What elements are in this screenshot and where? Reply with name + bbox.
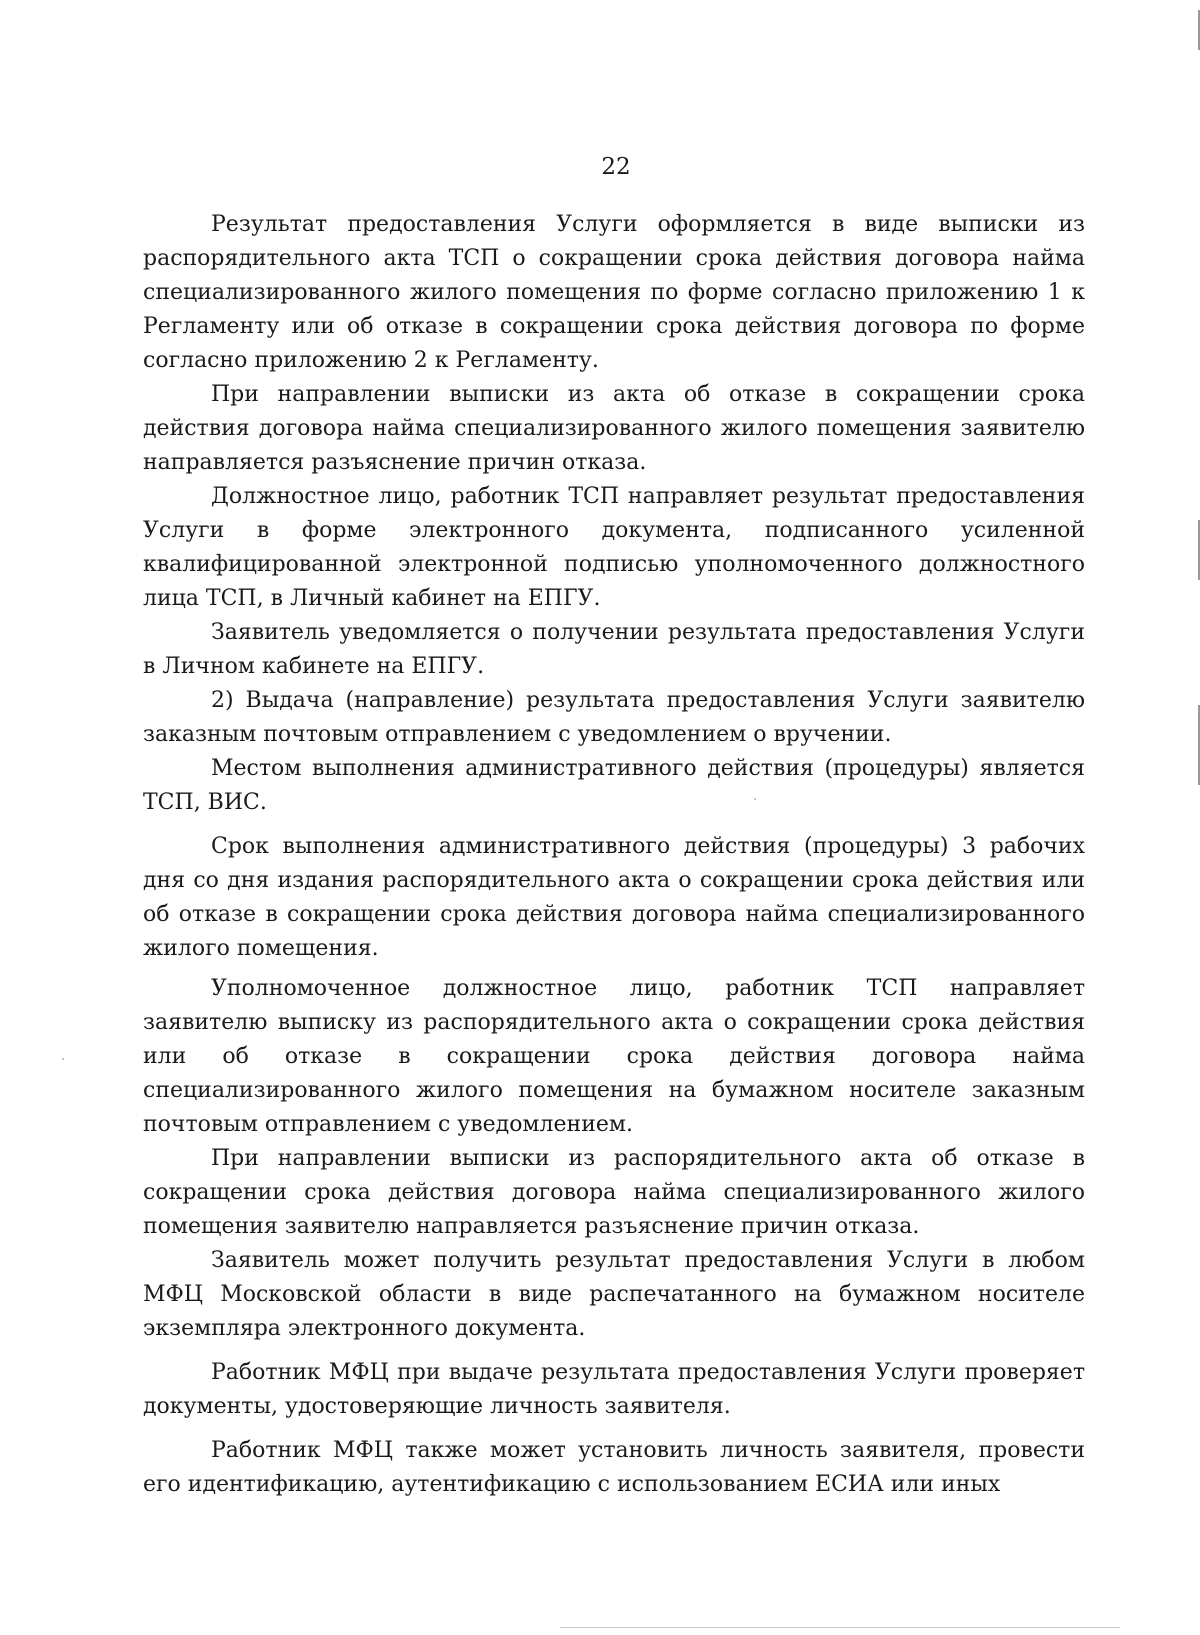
scan-speck bbox=[62, 1058, 64, 1060]
paragraph-refusal-explanation: При направлении выписки из акта об отказе в сокращении срока действия договора найма специализированного жилого помещения заявителю направляется разъяснение причин отказа. bbox=[143, 382, 1085, 475]
paragraph-applicant-notified: Заявитель уведомляется о получении результата предоставления Услуги в Личном кабинете на ЕПГУ. bbox=[143, 620, 1085, 679]
scan-bottom-line bbox=[560, 1627, 1120, 1628]
paragraph-refusal-explanation-postal: При направлении выписки из распорядительного акта об отказе в сокращении срока действия договора найма специализированного жилого помещения заявителю направляется разъяснение причин отказа. bbox=[143, 1146, 1085, 1239]
page-number: 22 bbox=[601, 154, 631, 180]
paragraph-postal-delivery: 2) Выдача (направление) результата предоставления Услуги заявителю заказным почтовым отправлением с уведомлением о вручении. bbox=[143, 688, 1085, 747]
scan-speck bbox=[754, 798, 756, 800]
paragraph-result-format: Результат предоставления Услуги оформляется в виде выписки из распорядительного акта ТСП о сокращении срока действия договора найма специализированного жилого помещения по форме согласно приложению 1 к Регламенту или об отказе в сокращении срока действия договора по форме согласно приложению 2 к Регламенту. bbox=[143, 212, 1085, 373]
paragraph-postal-extract: Уполномоченное должностное лицо, работник ТСП направляет заявителю выписку из распорядительного акта о сокращении срока действия или об отказе в сокращении срока действия договора найма специализированного жилого помещения на бумажном носителе заказным почтовым отправлением с уведомлением. bbox=[143, 976, 1085, 1137]
paragraph-execution-place: Местом выполнения административного действия (процедуры) является ТСП, ВИС. bbox=[143, 756, 1085, 815]
document-body bbox=[143, 208, 1085, 1502]
paragraph-mfc-identification: Работник МФЦ также может установить личность заявителя, провести его идентификацию, аутентификацию с использованием ЕСИА или иных bbox=[143, 1438, 1085, 1497]
paragraph-execution-term: Срок выполнения административного действия (процедуры) 3 рабочих дня со дня издания распорядительного акта о сокращении срока действия или об отказе в сокращении срока действия договора найма специализированного жилого помещения. bbox=[143, 834, 1085, 961]
paragraph-mfc-check-documents: Работник МФЦ при выдаче результата предоставления Услуги проверяет документы, удостоверяющие личность заявителя. bbox=[143, 1360, 1085, 1419]
paragraph-electronic-delivery: Должностное лицо, работник ТСП направляет результат предоставления Услуги в форме электронного документа, подписанного усиленной квалифицированной электронной подписью уполномоченного должностного лица ТСП, в Личный кабинет на ЕПГУ. bbox=[143, 484, 1085, 611]
paragraph-mfc-receipt: Заявитель может получить результат предоставления Услуги в любом МФЦ Московской области в виде распечатанного на бумажном носителе экземпляра электронного документа. bbox=[143, 1248, 1085, 1341]
